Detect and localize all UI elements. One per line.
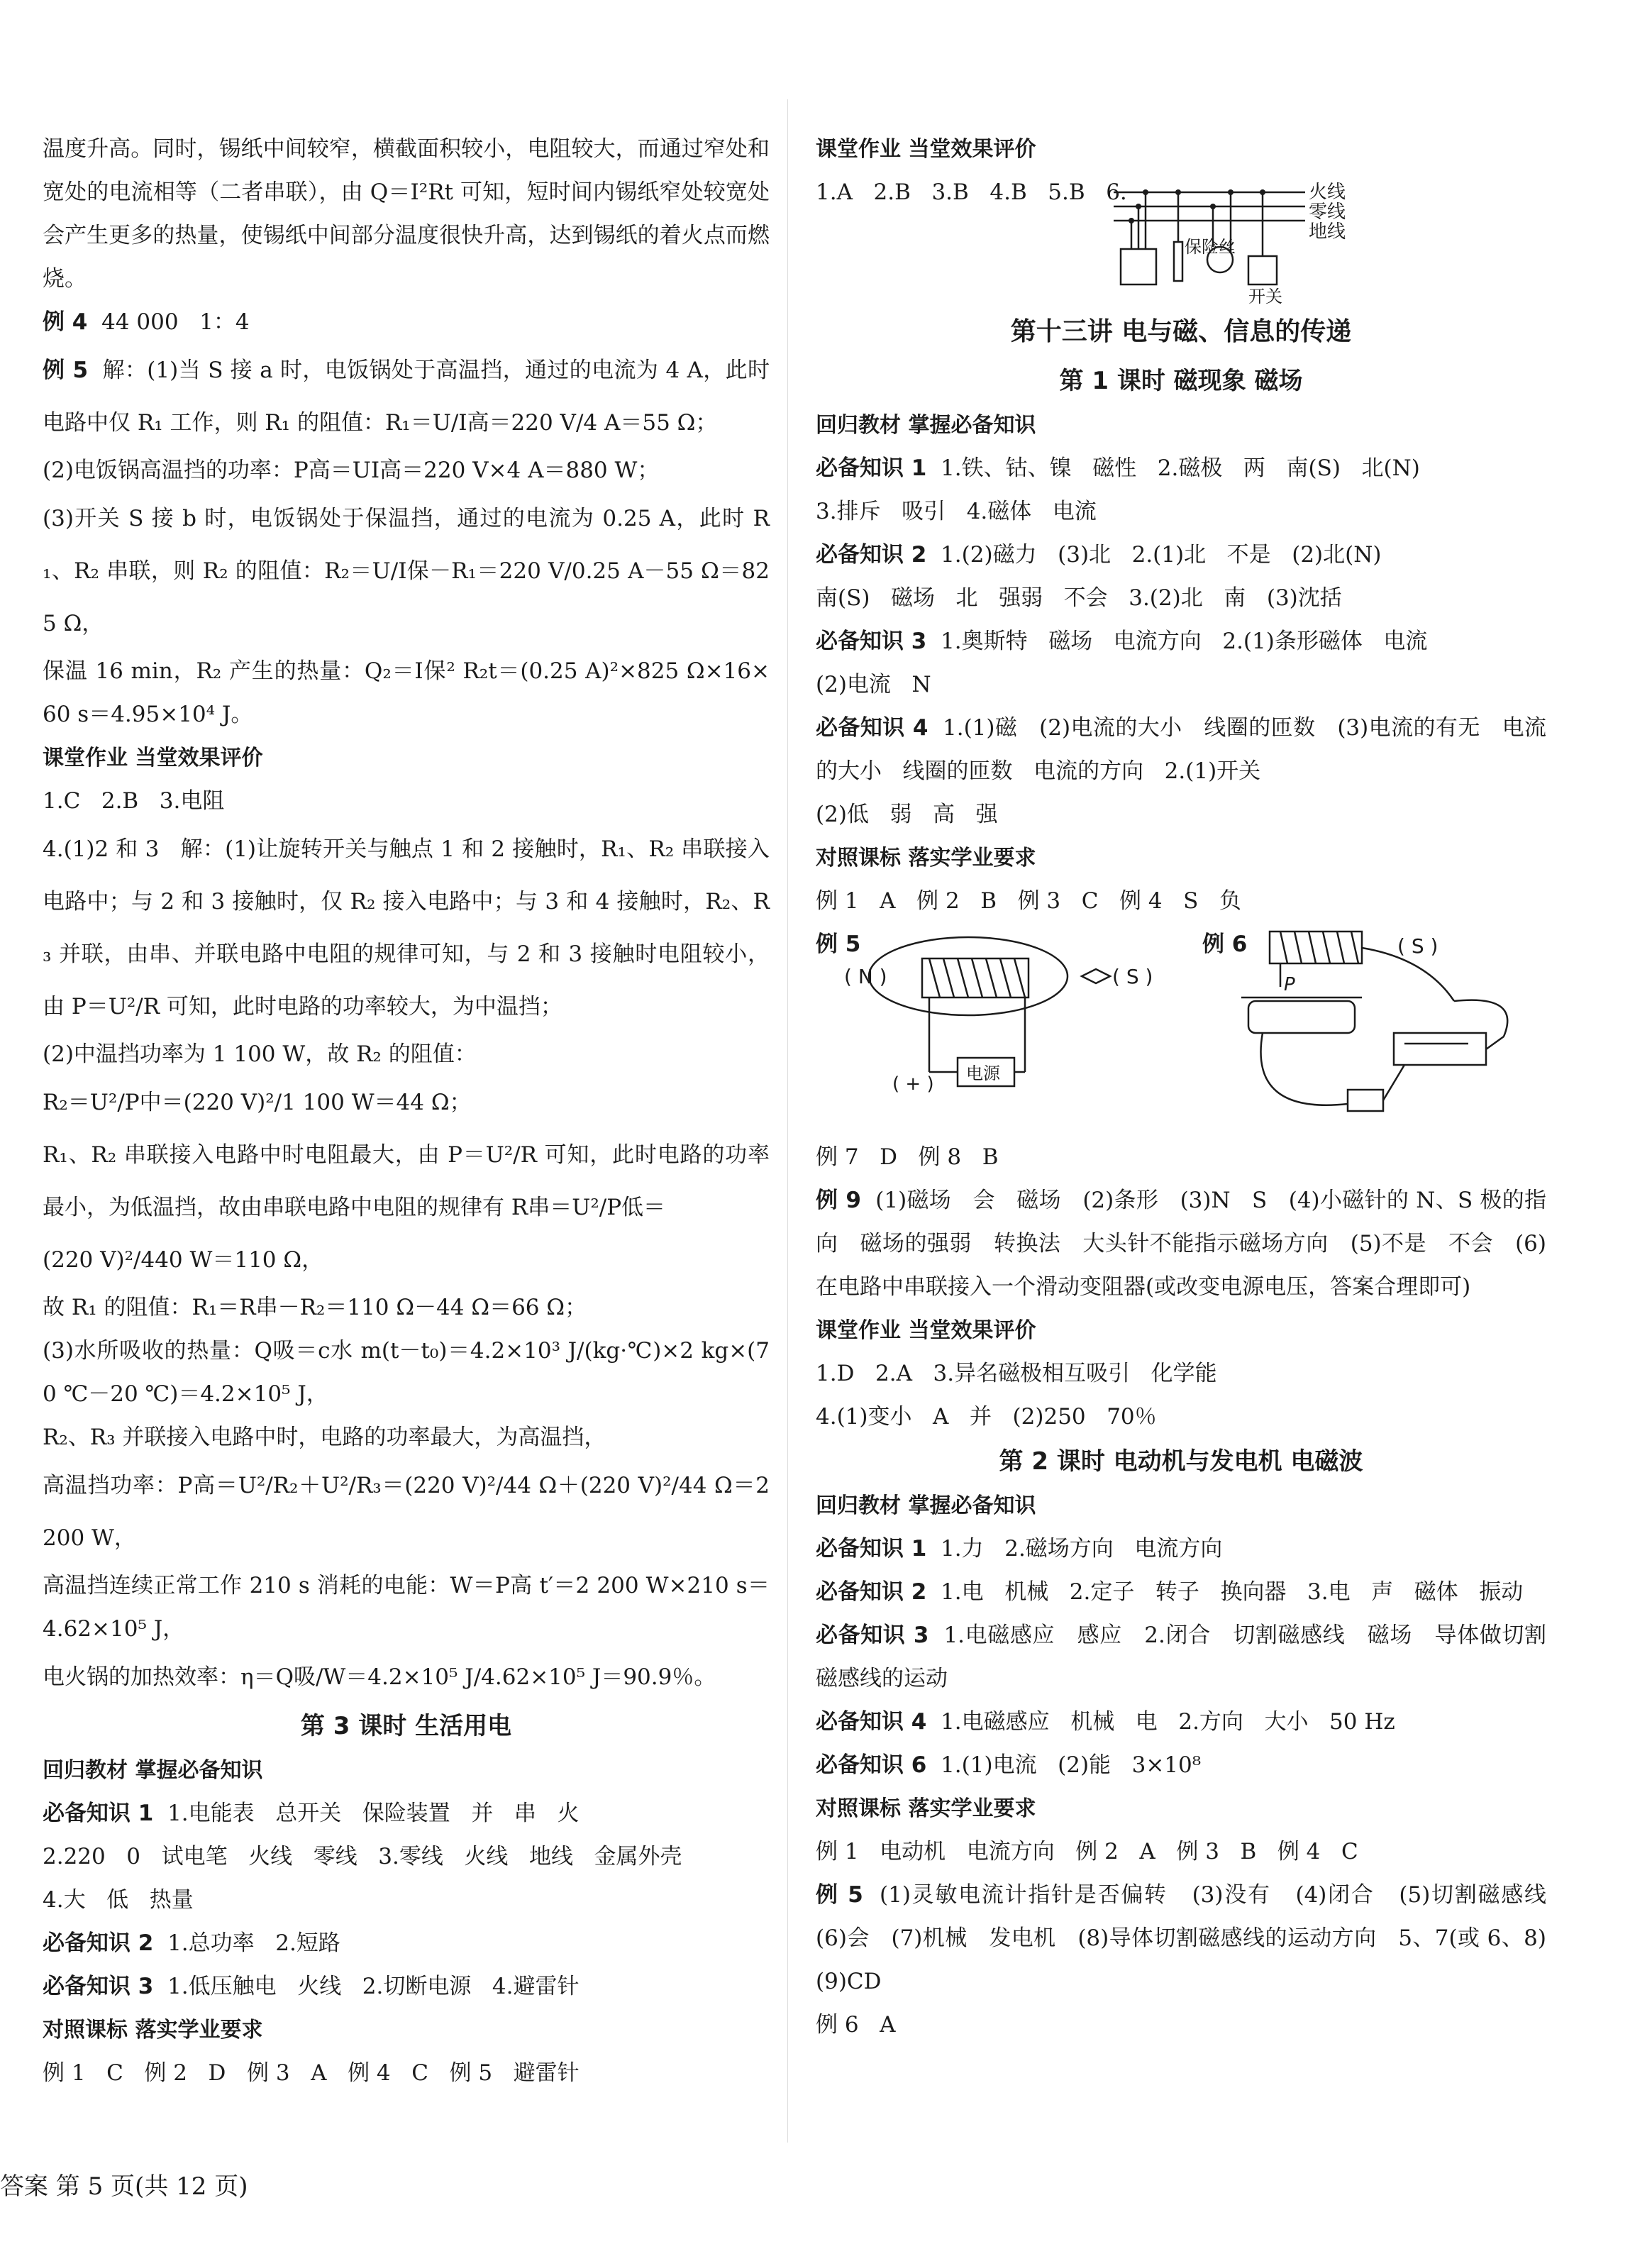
example-5 <box>43 344 770 449</box>
standards-heading: 对照课标 落实学业要求 <box>816 846 1036 871</box>
solenoid-s-label: ( S ) <box>1112 965 1153 988</box>
question-4-line: 高温挡连续正常工作 210 s 消耗的电能：W＝P高 t′＝2 200 W×210 s＝4.62×10⁵ J， <box>43 1573 770 1642</box>
power-plus-label: ( + ) <box>892 1073 934 1095</box>
motor-knowledge-4 <box>816 1701 1546 1744</box>
return-heading-2: 回归教材 掌握必备知识 <box>816 1493 1036 1518</box>
examples-7-8: 例 7 D 例 8 B <box>816 1144 999 1170</box>
question-4-line: 高温挡功率：P高＝U²/R₂＋U²/R₃＝(220 V)²/44 Ω＋(220 V)²/44 Ω＝2 200 W， <box>43 1473 777 1551</box>
motor-knowledge-1-text: 1.力 2.磁场方向 电流方向 <box>926 1536 1223 1562</box>
question-4-line: R₂＝U²/P中＝(220 V)²/1 100 W＝44 Ω； <box>43 1090 472 1115</box>
motor-example-5-label: 例 5 <box>816 1882 863 1908</box>
motor-knowledge-3-label: 必备知识 3 <box>816 1623 929 1648</box>
knowledge-3-text: 1.低压触电 火线 2.切断电源 4.避雷针 <box>153 1974 580 1999</box>
motor-knowledge-2-text: 1.电 机械 2.定子 转子 换向器 3.电 声 磁体 振动 <box>926 1579 1524 1605</box>
example-5-line: 解：(1)当 S 接 a 时，电饭锅处于高温挡，通过的电流为 4 A，此时电路中仅 R₁ 工作，则 R₁ 的阻值：R₁＝U/I高＝220 V/4 A＝55 Ω； <box>43 358 770 436</box>
fuse-label: 保险丝 <box>1185 237 1236 257</box>
return-heading: 回归教材 掌握必备知识 <box>816 413 1036 438</box>
motor-knowledge-2-label: 必备知识 2 <box>816 1579 927 1605</box>
knowledge-2-more: 南(S) 磁场 北 强弱 不会 3.(2)北 南 (3)沈括 <box>816 585 1342 611</box>
motor-knowledge-6 <box>816 1744 1546 1787</box>
answers-line: 1.A 2.B 3.B 4.B 5.B 6. <box>816 179 1127 205</box>
question-4-line: (2)中温挡功率为 1 100 W，故 R₂ 的阻值： <box>43 1041 477 1067</box>
neutral-wire-label: 零线 <box>1309 201 1346 223</box>
knowledge-2-label: 必备知识 2 <box>816 542 927 568</box>
knowledge-4 <box>816 707 1546 793</box>
motor-knowledge-3-text: 1.电磁感应 感应 2.闭合 切割磁感线 磁场 导体做切割磁感线的运动 <box>816 1623 1546 1691</box>
power-source-label: 电源 <box>966 1063 1000 1083</box>
knowledge-1-label: 必备知识 1 <box>43 1801 154 1826</box>
example-4-text: 44 000 1：4 <box>87 309 250 335</box>
motor-example-5 <box>816 1874 1568 2004</box>
motor-knowledge-1 <box>816 1527 1546 1571</box>
knowledge-1 <box>816 447 1546 490</box>
lesson-1-title: 第 1 课时 磁现象 磁场 <box>1059 367 1303 395</box>
examples-final: 例 1 C 例 2 D 例 3 A 例 4 C 例 5 避雷针 <box>43 2060 580 2086</box>
motor-example-6: 例 6 A <box>816 2012 896 2038</box>
ground-wire-label: 地线 <box>1309 221 1346 243</box>
knowledge-3-more: (2)电流 N <box>816 672 931 697</box>
homework-heading-2: 课堂作业 当堂效果评价 <box>816 1318 1036 1343</box>
solenoid-n-label: ( N ) <box>844 965 887 988</box>
motor-knowledge-6-text: 1.(1)电流 (2)能 3×10⁸ <box>926 1752 1202 1778</box>
knowledge-1-label: 必备知识 1 <box>816 455 927 481</box>
example-4 <box>43 301 770 344</box>
homework-line-2: 4.(1)变小 A 并 (2)250 70％ <box>816 1404 1157 1430</box>
return-heading: 回归教材 掌握必备知识 <box>43 1758 263 1783</box>
example-5-line: (2)电饭锅高温挡的功率：P高＝UI高＝220 V×4 A＝880 W； <box>43 458 660 483</box>
page-footer: 答案 第 5 页(共 12 页) <box>0 2172 248 2201</box>
knowledge-1-more: 3.排斥 吸引 4.磁体 电流 <box>816 499 1097 524</box>
knowledge-4-label: 必备知识 4 <box>816 715 928 741</box>
right-column <box>816 128 1568 2047</box>
left-column <box>43 128 777 2095</box>
standards-heading-2: 对照课标 落实学业要求 <box>816 1796 1036 1821</box>
knowledge-2-text: 1.总功率 2.短路 <box>153 1930 340 1956</box>
answers-with-wiring <box>816 171 1546 306</box>
knowledge-3 <box>816 620 1546 663</box>
switch-label: 开关 <box>1248 287 1282 306</box>
figures-row <box>816 923 1546 1136</box>
live-wire-label: 火线 <box>1309 182 1346 203</box>
example-9 <box>816 1179 1546 1309</box>
motor-knowledge-4-text: 1.电磁感应 机械 电 2.方向 大小 50 Hz <box>926 1709 1395 1735</box>
question-4-line: (220 V)²/440 W＝110 Ω， <box>43 1247 324 1273</box>
standards-heading: 对照课标 落实学业要求 <box>43 2018 263 2043</box>
knowledge-2 <box>816 534 1546 577</box>
knowledge-3 <box>43 1965 770 2008</box>
question-4-line: R₁、R₂ 串联接入电路中时电阻最大，由 P＝U²/R 可知，此时电路的功率最小，为低温挡，故由串联电路中电阻的规律有 R串＝U²/P低＝ <box>43 1142 770 1220</box>
motor-example-5-text: (1)灵敏电流计指针是否偏转 (3)没有 (4)闭合 (5)切割磁感线 (6)会 (7)机械 发电机 (8)导体切割磁感线的运动方向 5、7(或 6、8) (9)CD <box>816 1882 1568 1994</box>
knowledge-1-more: 4.大 低 热量 <box>43 1887 194 1913</box>
motor-knowledge-2 <box>816 1571 1546 1614</box>
knowledge-1-text: 1.电能表 总开关 保险装置 并 串 火 <box>153 1801 580 1826</box>
example-5-line: (3)开关 S 接 b 时，电饭锅处于保温挡，通过的电流为 0.25 A，此时 R₁、R₂ 串联，则 R₂ 的阻值：R₂＝U/I保－R₁＝220 V/0.25 A－55 Ω＝825 Ω， <box>43 506 770 636</box>
knowledge-3-text: 1.奥斯特 磁场 电流方向 2.(1)条形磁体 电流 <box>926 629 1428 654</box>
knowledge-2 <box>43 1922 770 1965</box>
example-5-line: 保温 16 min，R₂ 产生的热量：Q₂＝I保² R₂t＝(0.25 A)²×825 Ω×16×60 s＝4.95×10⁴ J。 <box>43 658 770 727</box>
motor-examples-line-1: 例 1 电动机 电流方向 例 2 A 例 3 B 例 4 C <box>816 1839 1358 1864</box>
motor-knowledge-3 <box>816 1614 1546 1701</box>
knowledge-1-text: 1.铁、钴、镍 磁性 2.磁极 两 南(S) 北(N) <box>926 455 1420 481</box>
knowledge-4-text: 1.(1)磁 (2)电流的大小 线圈的匝数 (3)电流的有无 电流的大小 线圈的匝数 电流的方向 2.(1)开关 <box>816 715 1546 784</box>
question-4-line: (3)水所吸收的热量：Q吸＝c水 m(t－t₀)＝4.2×10³ J/(kg·℃)×2 kg×(70 ℃－20 ℃)＝4.2×10⁵ J， <box>43 1338 770 1407</box>
homework-heading: 课堂作业 当堂效果评价 <box>816 137 1036 162</box>
question-4-line: R₂、R₃ 并联接入电路中时，电路的功率最大，为高温挡， <box>43 1425 606 1450</box>
household-wiring-diagram <box>1114 171 1383 306</box>
knowledge-2-text: 1.(2)磁力 (3)北 2.(1)北 不是 (2)北(N) <box>926 542 1382 568</box>
motor-knowledge-1-label: 必备知识 1 <box>816 1536 927 1562</box>
example-9-text: (1)磁场 会 磁场 (2)条形 (3)N S (4)小磁针的 N、S 极的指向 磁场的强弱 转换法 大头针不能指示磁场方向 (5)不是 不会 (6)在电路中串联接入一个滑动变阻器(或改变电源电压，答案合理即可) <box>816 1188 1546 1300</box>
solenoid-figure <box>844 930 1156 1100</box>
knowledge-1-more: 2.220 0 试电笔 火线 零线 3.零线 火线 地线 金属外壳 <box>43 1844 682 1869</box>
question-4-line: 故 R₁ 的阻值：R₁＝R串－R₂＝110 Ω－44 Ω＝66 Ω； <box>43 1295 587 1320</box>
example-5-label: 例 5 <box>43 358 89 383</box>
homework-heading: 课堂作业 当堂效果评价 <box>43 746 263 770</box>
examples-line-1: 例 1 A 例 2 B 例 3 C 例 4 S 负 <box>816 888 1241 914</box>
motor-knowledge-6-label: 必备知识 6 <box>816 1752 927 1778</box>
example-6-label: 例 6 <box>1202 932 1248 957</box>
example-5-label: 例 5 <box>816 932 861 957</box>
lesson-2-title: 第 2 课时 电动机与发电机 电磁波 <box>999 1447 1363 1476</box>
knowledge-4-more: (2)低 弱 高 强 <box>816 802 998 827</box>
homework-answers: 1.C 2.B 3.电阻 <box>43 788 225 814</box>
lesson-3-title: 第 3 课时 生活用电 <box>300 1712 512 1740</box>
slider-p-label: P <box>1284 974 1295 995</box>
example-4-label: 例 4 <box>43 309 88 335</box>
question-4-line: 4.(1)2 和 3 解：(1)让旋转开关与触点 1 和 2 接触时，R₁、R₂ 串联接入电路中；与 2 和 3 接触时，仅 R₂ 接入电路中；与 3 和 4 接触时，R₂、R₃ 并联，由串、并联电路中电阻的规律可知，与 2 和 3 接触时电阻较小，由 P＝U²/R 可知，此时电路的功率较大，为中温挡； <box>43 836 770 1019</box>
electromagnet-circuit-figure <box>1241 923 1539 1129</box>
intro-paragraph: 温度升高。同时，锡纸中间较窄，横截面积较小，电阻较大，而通过窄处和宽处的电流相等（二者串联），由 Q＝I²Rt 可知，短时间内锡纸窄处较宽处会产生更多的热量，使锡纸中间部分温度很快升高，达到锡纸的着火点而燃烧。 <box>43 136 770 292</box>
knowledge-1 <box>43 1792 770 1835</box>
column-divider <box>787 99 788 2143</box>
knowledge-3-label: 必备知识 3 <box>816 629 927 654</box>
homework-line-1: 1.D 2.A 3.异名磁极相互吸引 化学能 <box>816 1361 1217 1386</box>
electromagnet-s-label: ( S ) <box>1397 934 1438 958</box>
question-4-line: 电火锅的加热效率：η＝Q吸/W＝4.2×10⁵ J/4.62×10⁵ J＝90.9％。 <box>43 1664 716 1690</box>
motor-knowledge-4-label: 必备知识 4 <box>816 1709 927 1735</box>
example-9-label: 例 9 <box>816 1188 861 1213</box>
knowledge-3-label: 必备知识 3 <box>43 1974 154 1999</box>
knowledge-2-label: 必备知识 2 <box>43 1930 154 1956</box>
chapter-title: 第十三讲 电与磁、信息的传递 <box>1010 317 1352 346</box>
